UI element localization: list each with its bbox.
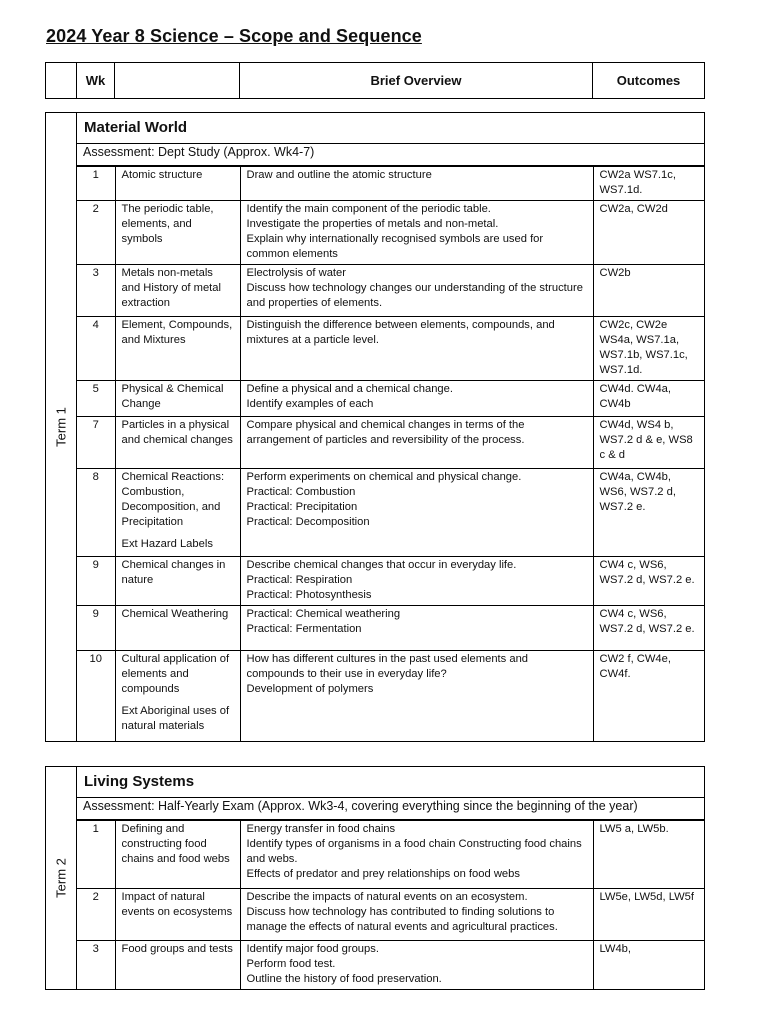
week-cell: 10 [77,651,115,741]
week-cell: 1 [77,821,115,889]
week-cell: 9 [77,557,115,606]
overview-line: Effects of predator and prey relationships on food webs [246,868,520,880]
overview-cell [240,167,593,201]
outcomes-cell: CW4 c, WS6, WS7.2 d, WS7.2 e. [593,606,705,651]
term1-cell [46,113,77,742]
header-wk: Wk [77,63,115,99]
overview-line: Draw and outline the atomic structure [246,169,432,181]
topic-cell [115,941,240,990]
table-row [77,821,705,889]
overview-line: Identify the main component of the periodic table. [246,203,491,215]
overview-cell [240,381,593,417]
topic-cell [115,557,240,606]
table-row [77,265,705,317]
overview-line: Define a physical and a chemical change. [246,383,453,395]
outcomes-cell: CW4 c, WS6, WS7.2 d, WS7.2 e. [593,557,705,606]
topic-text: Food groups and tests [121,943,233,955]
overview-line: Distinguish the difference between elements, compounds, and mixtures at a particle level. [246,319,555,346]
table-row [77,417,705,469]
week-cell: 2 [77,201,115,265]
outcomes-cell: CW2a, CW2d [593,201,705,265]
overview-line: Electrolysis of water [246,267,346,279]
overview-line: Perform food test. [246,958,336,970]
week-cell: 2 [77,889,115,941]
overview-cell [240,651,593,741]
overview-line: Practical: Decomposition [246,516,370,528]
overview-line: How has different cultures in the past used elements and compounds to their use in everyday life? [246,653,529,680]
topic-cell [115,821,240,889]
overview-line: Practical: Chemical weathering [246,608,401,620]
table-row [77,317,705,381]
header-blank-term [46,63,77,99]
term2-label: Term 2 [53,858,69,898]
topic-cell [115,606,240,651]
table-row [77,889,705,941]
topic-cell [115,889,240,941]
week-cell: 3 [77,265,115,317]
week-cell: 8 [77,469,115,557]
outcomes-cell: LW5 a, LW5b. [593,821,705,889]
topic-cell [115,317,240,381]
overview-line: Identify types of organisms in a food chain Constructing food chains and webs. [246,838,582,865]
topic-cell [115,651,240,741]
term1-section-title: Material World [77,113,705,144]
table-row [77,651,705,741]
outcomes-cell: LW5e, LW5d, LW5f [593,889,705,941]
topic-text: Cultural application of elements and compounds [121,653,230,695]
overview-cell [240,469,593,557]
header-outcomes: Outcomes [593,63,705,99]
topic-cell [115,167,240,201]
topic-text: Particles in a physical and chemical changes [121,419,233,446]
term2-cell [46,767,77,990]
outcomes-cell: CW4a, CW4b, WS6, WS7.2 d, WS7.2 e. [593,469,705,557]
topic-text: Ext Aboriginal uses of natural materials [121,705,230,732]
overview-line: Development of polymers [246,683,374,695]
outcomes-cell: CW2a WS7.1c, WS7.1d. [593,167,705,201]
column-header-table [45,62,705,99]
topic-text: Chemical changes in nature [121,559,226,586]
topic-cell [115,265,240,317]
overview-line: Identify examples of each [246,398,374,410]
week-cell: 9 [77,606,115,651]
topic-text: Impact of natural events on ecosystems [121,891,233,918]
topic-cell [115,381,240,417]
overview-line: Energy transfer in food chains [246,823,396,835]
topic-text: Defining and constructing food chains and food webs [121,823,230,865]
overview-cell [240,265,593,317]
table-row [77,381,705,417]
topic-text: Metals non-metals and History of metal extraction [121,267,221,309]
term2-rows [77,820,705,989]
table-row [77,167,705,201]
overview-line: Explain why internationally recognised symbols are used for common elements [246,233,544,260]
overview-cell [240,417,593,469]
topic-cell [115,201,240,265]
outcomes-cell: CW4d, WS4 b, WS7.2 d & e, WS8 c & d [593,417,705,469]
outcomes-cell: LW4b, [593,941,705,990]
overview-cell [240,821,593,889]
week-cell: 5 [77,381,115,417]
overview-cell [240,317,593,381]
term2-section-title: Living Systems [77,767,705,798]
overview-line: Describe the impacts of natural events on an ecosystem. [246,891,528,903]
page-title: 2024 Year 8 Science – Scope and Sequence [46,26,422,46]
term2-table [45,766,705,990]
week-cell: 1 [77,167,115,201]
overview-line: Identify major food groups. [246,943,379,955]
week-cell: 3 [77,941,115,990]
table-row [77,201,705,265]
term1-table [45,112,705,742]
topic-text: Chemical Reactions: Combustion, Decomposition, and Precipitation [121,471,225,528]
header-overview: Brief Overview [240,63,593,99]
overview-line: Practical: Respiration [246,574,353,586]
outcomes-cell: CW2b [593,265,705,317]
topic-text: Element, Compounds, and Mixtures [121,319,233,346]
table-row [77,941,705,990]
table-row [77,469,705,557]
overview-line: Practical: Precipitation [246,501,358,513]
term1-assessment: Assessment: Dept Study (Approx. Wk4-7) [77,144,705,166]
table-row [77,557,705,606]
topic-text: Physical & Chemical Change [121,383,224,410]
overview-line: Outline the history of food preservation. [246,973,442,985]
overview-line: Discuss how technology changes our understanding of the structure and properties of elements. [246,282,583,309]
overview-line: Practical: Combustion [246,486,356,498]
overview-line: Describe chemical changes that occur in everyday life. [246,559,517,571]
week-cell: 7 [77,417,115,469]
overview-line: Investigate the properties of metals and non-metal. [246,218,499,230]
topic-cell [115,417,240,469]
term2-assessment: Assessment: Half-Yearly Exam (Approx. Wk3-4, covering everything since the beginning of the year) [77,798,705,820]
topic-text: Ext Hazard Labels [121,538,213,550]
overview-line: Perform experiments on chemical and physical change. [246,471,522,483]
topic-text: The periodic table, elements, and symbols [121,203,214,245]
term1-label: Term 1 [53,406,69,447]
overview-cell [240,201,593,265]
header-blank-topic [115,63,240,99]
overview-line: Practical: Photosynthesis [246,589,372,601]
outcomes-cell: CW2 f, CW4e, CW4f. [593,651,705,741]
overview-line: Practical: Fermentation [246,623,362,635]
topic-cell [115,469,240,557]
topic-text: Atomic structure [121,169,203,181]
overview-cell [240,557,593,606]
topic-text: Chemical Weathering [121,608,229,620]
outcomes-cell: CW4d. CW4a, CW4b [593,381,705,417]
outcomes-cell: CW2c, CW2e WS4a, WS7.1a, WS7.1b, WS7.1c, WS7.1d. [593,317,705,381]
overview-cell [240,889,593,941]
term1-rows [77,166,705,741]
overview-cell [240,941,593,990]
overview-line: Compare physical and chemical changes in terms of the arrangement of particles and reversibility of the process. [246,419,525,446]
overview-line: Discuss how technology has contributed to finding solutions to manage the effects of natural events and agricultural practices. [246,906,558,933]
week-cell: 4 [77,317,115,381]
table-row [77,606,705,651]
overview-cell [240,606,593,651]
